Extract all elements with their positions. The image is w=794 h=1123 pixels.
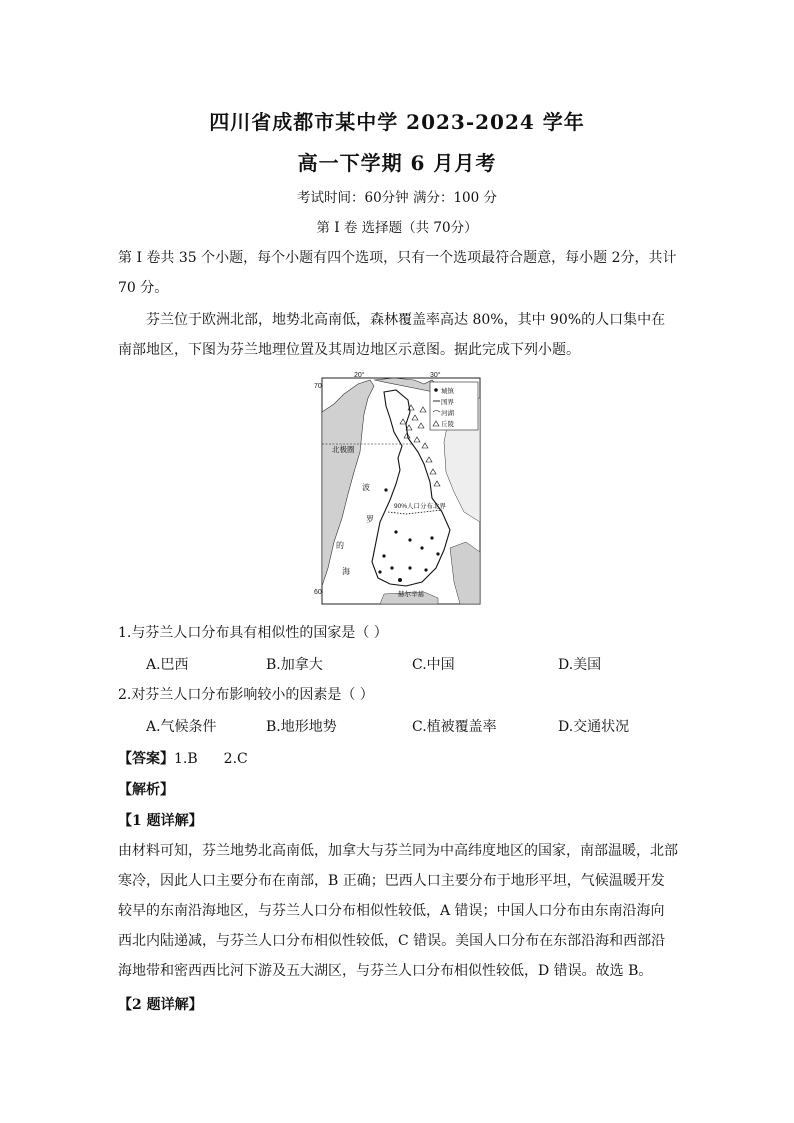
helsinki-label: 赫尔辛基 [398,591,424,598]
q1-option-a: A.巴西 [146,657,189,673]
lat-label-60: 60 [314,589,322,596]
section-title: 第 I 卷 选择题（共 70分） [316,220,478,236]
baltic-label-1: 波 [362,483,370,492]
legend-river: 河湖 [441,409,454,417]
exam-title-line1: 四川省成都市某中学 2023-2024 学年 [209,110,585,134]
arctic-circle-label: 北极圈 [332,445,355,454]
exam-title-line2: 高一下学期 6 月月考 [297,151,497,175]
question-2: 2.对芬兰人口分布影响较小的因素是（ ） [118,687,374,703]
baltic-label-2: 罗 [366,515,374,524]
question-1: 1.与芬兰人口分布具有相似性的国家是（ ） [118,625,388,641]
intro-paragraph: 芬兰位于欧洲北部，地势北高南低，森林覆盖率高达 80%，其中 90%的人口集中在南部地区，下图为芬兰地理位置及其周边地区示意图。据此完成下列小题。 [118,312,666,358]
lat-label-70: 70 [314,383,322,390]
baltic-label-4: 海 [342,567,350,576]
lon-label-30: 30° [430,372,441,379]
q1-option-d: D.美国 [558,657,602,673]
answer-label: 【答案】 [118,751,174,767]
q2-option-c: C.植被覆盖率 [412,719,497,735]
q2-option-b: B.地形地势 [266,719,337,735]
analysis-label: 【解析】 [118,782,174,798]
legend-town: 城镇 [441,387,454,395]
q2-option-a: A.气候条件 [146,719,217,735]
exam-info: 考试时间：60分钟 满分：100 分 [296,190,498,206]
finland-map [314,372,482,610]
q2-option-d: D.交通状况 [558,719,630,735]
q1-option-b: B.加拿大 [266,657,323,673]
detail-2-label: 【2 题详解】 [118,997,203,1013]
instructions: 第 I 卷共 35 个小题，每个小题有四个选项，只有一个选项最符合题意，每小题 2分，共计 70 分。 [118,250,677,296]
legend-town-icon [434,388,438,392]
answer-q1: 1.B [174,751,198,767]
baltic-label-3: 的 [336,541,344,550]
answer-line [118,748,248,768]
legend-border: 国界 [441,398,454,406]
detail-1-text: 由材料可知，芬兰地势北高南低，加拿大与芬兰同为中高纬度地区的国家，南部温暖，北部寒冷，因此人口主要分布在南部，B 正确；巴西人口主要分布于地形平坦，气候温暖开发较早的东南沿海地区，与芬兰人口分布相似性较低，A 错误；中国人口分布由东南沿海向西北内陆递减，与芬兰人口分布相似性较低，C 错误。美国人口分布在东部沿海和西部沿海地带和密西西比河下游及五大湖区，与芬兰人口分布相似性较低，D 错误。故选 B。 [118,843,678,979]
legend-hill: 丘陵 [441,420,454,428]
population-boundary-label: 90%人口分布北界 [394,503,447,510]
q1-option-c: C.中国 [412,657,455,673]
answer-q2: 2.C [223,751,248,767]
detail-1-label: 【1 题详解】 [118,813,203,829]
lon-label-20: 20° [354,372,365,379]
